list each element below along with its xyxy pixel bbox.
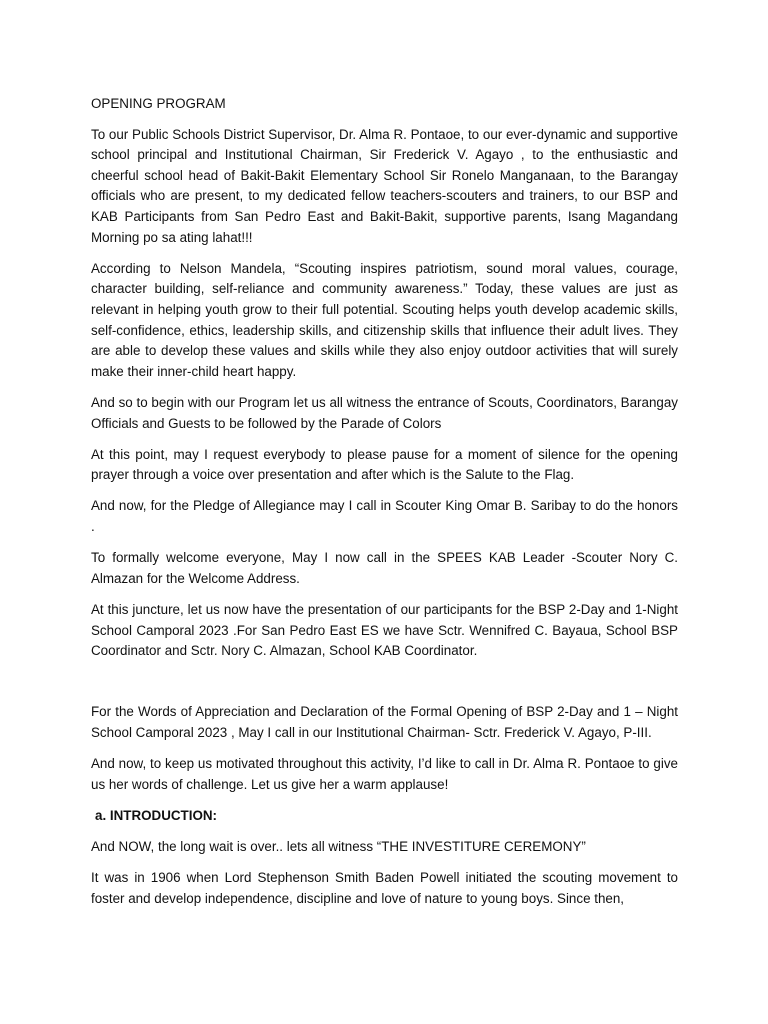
paragraph-pledge: And now, for the Pledge of Allegiance may I call in Scouter King Omar B. Saribay to do the honors . xyxy=(91,498,678,535)
paragraph-investiture: And NOW, the long wait is over.. lets all witness “THE INVESTITURE CEREMONY” xyxy=(91,839,586,855)
paragraph-entrance: And so to begin with our Program let us all witness the entrance of Scouts, Coordinators, Barangay Officials and Guests to be followed by the Parade of Colors xyxy=(91,394,678,431)
section-heading-introduction: a. INTRODUCTION: xyxy=(95,807,217,823)
page-title: OPENING PROGRAM xyxy=(91,96,226,111)
paragraph-greeting: To our Public Schools District Supervisor, Dr. Alma R. Pontaoe, to our ever-dynamic and supportive school principal and Institutional Chairman, Sir Frederick V. Agayo , to the enthusiastic and cheerful school head of Bakit-Bakit Elementary School Sir Ronelo Manganaan, to the Barangay officials who are present, to my dedicated fellow teachers-scouters and trainers, to our BSP and KAB Participants from San Pedro East and Bakit-Bakit, supportive parents, Isang Magandang Morning po sa ating lahat!!! xyxy=(91,126,678,245)
paragraph-appreciation: For the Words of Appreciation and Declaration of the Formal Opening of BSP 2-Day and 1 – Night School Camporal 2023 , May I call in our Institutional Chairman- Sctr. Frederick V. Agayo, P-III. xyxy=(91,704,678,740)
paragraph-welcome: To formally welcome everyone, May I now call in the SPEES KAB Leader -Scouter Nory C. Almazan for the Welcome Address. xyxy=(91,550,678,586)
paragraph-participants: At this juncture, let us now have the presentation of our participants for the BSP 2-Day and 1-Night School Camporal 2023 .For San Pedro East ES we have Sctr. Wennifred C. Bayaua, School BSP Coordinator and Sctr. Nory C. Almazan, School KAB Coordinator. xyxy=(91,602,678,659)
paragraph-challenge: And now, to keep us motivated throughout this activity, I’d like to call in Dr. Alma R. Pontaoe to give us her words of challenge. Let us give her a warm applause! xyxy=(91,756,678,792)
paragraph-history: It was in 1906 when Lord Stephenson Smith Baden Powell initiated the scouting movement to foster and develop independence, discipline and love of nature to young boys. Since then, xyxy=(91,870,678,906)
paragraph-mandela-quote: According to Nelson Mandela, “Scouting inspires patriotism, sound moral values, courage, character building, self-reliance and community awareness.” Today, these values are just as relevant in helping youth grow to their full potential. Scouting helps youth develop academic skills, self-confidence, ethics, leadership skills, and citizenship skills that influence their adult lives. They are able to develop these values and skills while they also enjoy outdoor activities that will surely make their inner-child heart happy. xyxy=(91,260,678,379)
paragraph-spacer xyxy=(91,672,678,702)
document-body xyxy=(91,94,678,920)
paragraph-prayer: At this point, may I request everybody to please pause for a moment of silence for the opening prayer through a voice over presentation and after which is the Salute to the Flag. xyxy=(91,446,678,483)
